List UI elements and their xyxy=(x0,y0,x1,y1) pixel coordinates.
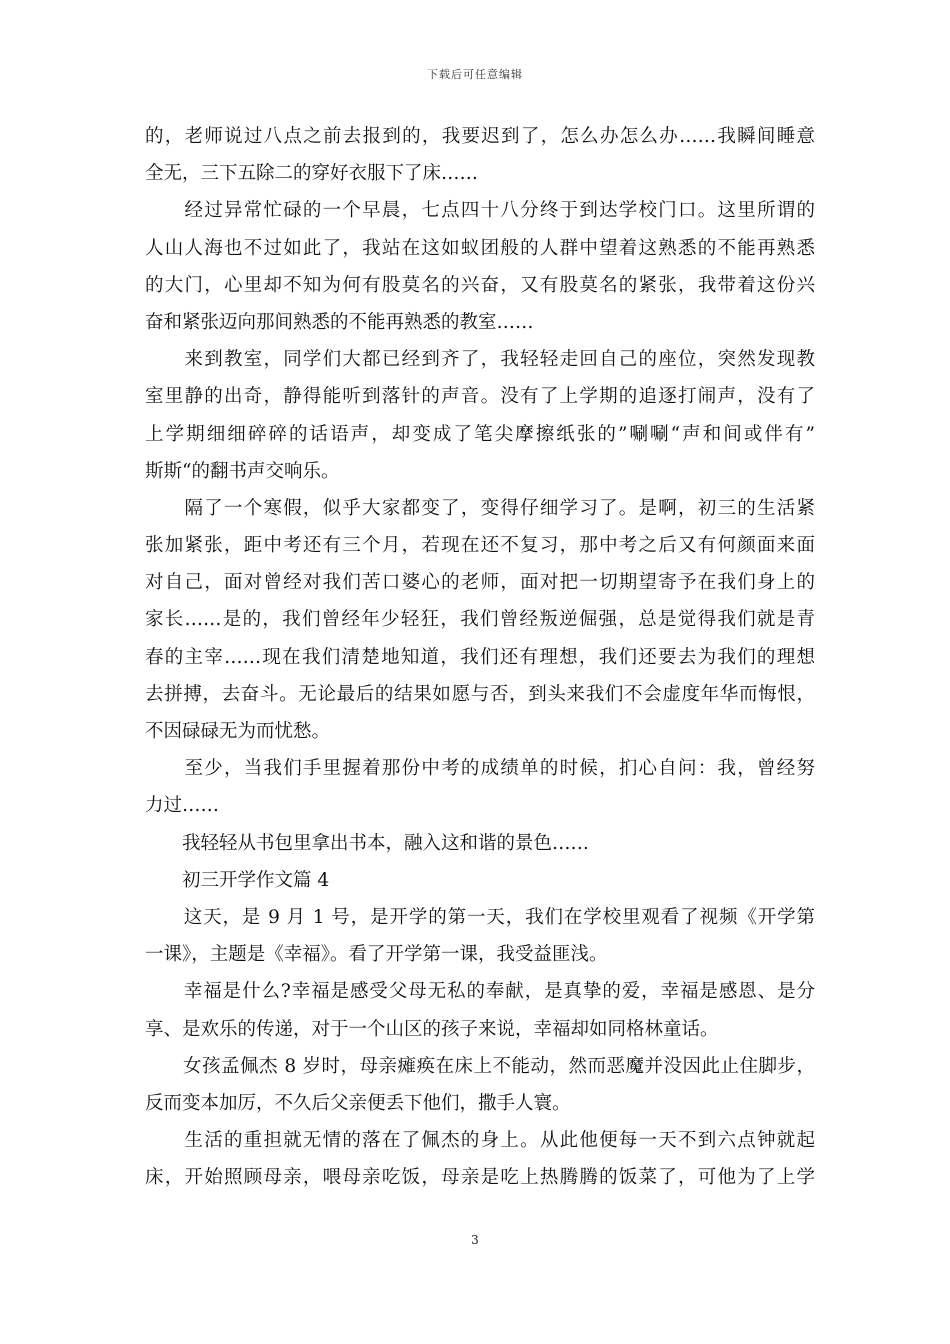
paragraph xyxy=(145,192,815,341)
text-line: 女孩孟佩杰 8 岁时，母亲瘫痪在床上不能动，然而恶魔并没因此止住脚步， xyxy=(145,1055,815,1077)
text-line: 的大门，心里却不知为何有股莫名的兴奋，又有股莫名的紧张，我带着这份兴 xyxy=(145,274,815,296)
text-line: 全无，三下五除二的穿好衣服下了床…… xyxy=(145,163,479,185)
text-line: 春的主宰……现在我们清楚地知道，我们还有理想，我们还要去为我们的理想 xyxy=(145,646,815,668)
text-line: 家长……是的，我们曾经年少轻狂，我们曾经叛逆倔强，总是觉得我们就是青 xyxy=(145,609,815,631)
text-line: 隔了一个寒假，似乎大家都变了，变得仔细学习了。是啊，初三的生活紧 xyxy=(145,497,815,519)
text-line: 去拼搏，去奋斗。无论最后的结果如愿与否，到头来我们不会虚度年华而悔恨， xyxy=(145,683,815,705)
text-line: 反而变本加厉，不久后父亲便丢下他们，撒手人寰。 xyxy=(145,1092,571,1114)
text-line: 张加紧张，距中考还有三个月，若现在还不复习，那中考之后又有何颜面来面 xyxy=(145,535,815,557)
text-line: 初三开学作文篇 4 xyxy=(145,869,330,891)
text-line: 不因碌碌无为而忧愁。 xyxy=(145,721,331,742)
page-number: 3 xyxy=(471,1233,479,1247)
document-body xyxy=(145,118,815,1196)
text-line: 的，老师说过八点之前去报到的，我要迟到了，怎么办怎么办……我瞬间睡意 xyxy=(145,126,815,147)
text-line: 斯斯“的翻书声交响乐。 xyxy=(145,460,340,482)
text-line: 室里静的出奇，静得能听到落针的声音。没有了上学期的追逐打闹声，没有了 xyxy=(145,386,815,408)
text-line: 床，开始照顾母亲，喂母亲吃饭，母亲是吃上热腾腾的饭菜了，可他为了上学 xyxy=(145,1167,815,1189)
paragraph xyxy=(145,490,815,750)
paragraph xyxy=(145,1048,815,1122)
text-line: 这天，是 9 月 1 号，是开学的第一天，我们在学校里观看了视频《开学第 xyxy=(145,906,815,928)
text-line: 力过…… xyxy=(145,795,220,817)
text-line: 经过异常忙碌的一个早晨，七点四十八分终于到达学校门口。这里所谓的 xyxy=(145,200,815,222)
text-line: 生活的重担就无情的落在了佩杰的身上。从此他便每一天不到六点钟就起 xyxy=(145,1130,815,1152)
paragraph xyxy=(145,862,815,899)
paragraph xyxy=(145,750,815,824)
paragraph xyxy=(145,1122,815,1196)
text-line: 至少，当我们手里握着那份中考的成绩单的时候，扪心自问：我，曾经努 xyxy=(145,758,815,780)
text-line: 我轻轻从书包里拿出书本，融入这和谐的景色…… xyxy=(145,832,590,854)
text-line: 奋和紧张迈向那间熟悉的不能再熟悉的教室…… xyxy=(145,311,534,333)
text-line: 享、是欢乐的传递，对于一个山区的孩子来说，幸福却如同格林童话。 xyxy=(145,1018,719,1040)
text-line: 来到教室，同学们大都已经到齐了，我轻轻走回自己的座位，突然发现教 xyxy=(145,349,815,371)
text-line: 一课》，主题是《幸福》。看了开学第一课，我受益匪浅。 xyxy=(145,944,608,966)
text-line: 上学期细细碎碎的话语声，却变成了笔尖摩擦纸张的”唰唰“声和间或伴有” xyxy=(145,423,815,445)
paragraph xyxy=(145,341,815,490)
paragraph xyxy=(145,899,815,973)
page-header: 下载后可任意编辑 xyxy=(427,68,523,81)
text-line: 对自己，面对曾经对我们苦口婆心的老师，面对把一切期望寄予在我们身上的 xyxy=(145,572,815,594)
text-line: 人山人海也不过如此了，我站在这如蚁团般的人群中望着这熟悉的不能再熟悉 xyxy=(145,237,815,259)
text-line: 幸福是什么?幸福是感受父母无私的奉献，是真挚的爱，幸福是感恩、是分 xyxy=(145,981,815,1003)
paragraph xyxy=(145,118,815,192)
paragraph xyxy=(145,973,815,1047)
paragraph xyxy=(145,825,815,862)
